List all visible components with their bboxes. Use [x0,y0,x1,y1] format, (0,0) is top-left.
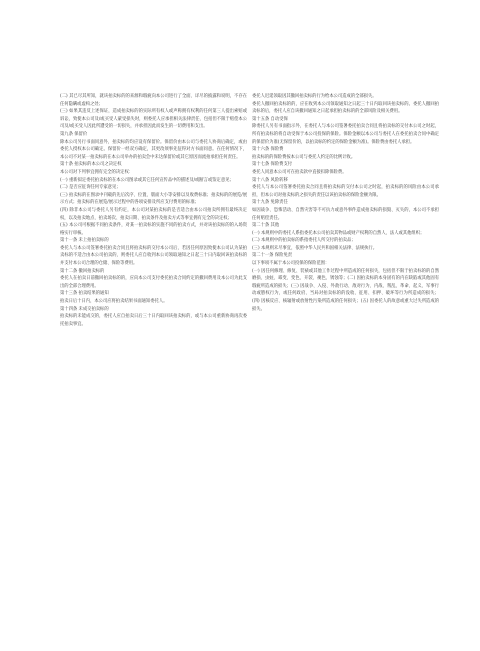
paragraph: (三) 拍卖标的在图录中刊载的先后次序、位置、版面大小等安排以及收费标准；拍卖标的的展览/展示方式；拍卖标的在展览/展示过程中的各项安排及所应支付费用的标准； [60,192,247,206]
paragraph: (一) 本规则中的委托人系指委托本公司拍卖其物品或财产权利的自然人、法人或其他组织； [252,230,425,236]
paragraph: 除本公司另行书面同意外，拍卖标的均应设有保留价。保留价由本公司与委托人协商后确定，或由委托人授权本公司确定。保留价一经双方确定，其更改须事先征得对方书面同意。在任何情况下，本公司不对某一拍卖标的在本公司举办的拍卖会中未达保留价或其它原因而流拍承担任何责任。 [60,139,247,160]
paragraph: (三) 本规则未尽事宜，依照中华人民共和国相关法律、法规执行。 [252,245,378,251]
paragraph: 委托人与本公司签署委托拍卖合同且将拍卖标的交付本公司后，若因任何原因致使本公司认为某拍卖标的不适合由本公司拍卖的，则委托人应自收到本公司领取通知之日起三十日内取回该拍卖标的并支付本公司合理的仓储、保险等费用。 [60,245,247,267]
paragraph: (二) 本规则中的拍卖标的系指委托人所交付的拍卖品； [252,238,356,244]
paragraph: (三) 如果其违反上述保证，造成拍卖标的的实际所有权人或声称拥有权利的任何第三人提出索赔或诉讼，致使本公司及/或买受人蒙受损失时，则委托人应承担相关法律责任，包括但不限于赔偿本公司及/或买受人因此所遭受的一切损失，并承担因此而发生的一切费用和支出。 [60,109,247,130]
paragraph: (四) 除非本公司与委托人另有约定，本公司对某拍卖标的是否适合由本公司拍卖所拥有最终决定权，以及拍卖地点、拍卖场次、拍卖日期、拍卖条件及拍卖方式等事宜拥有完全的决定权； [60,207,247,221]
paragraph: 如因战争、恐怖活动、自然灾害等不可抗力或意外事件造成拍卖标的损毁、灭失的，本公司不承担任何赔偿责任。 [252,207,439,221]
section-heading: 第十四条 未成交拍卖标的 [60,306,109,312]
paragraph: (二) 是否应征询任何专家意见； [60,185,121,191]
paragraph: 拍卖日后十日内，本公司应将拍卖结果书面通知委托人。 [60,299,168,305]
paragraph: (一) 因任何修理、修复、装裱或其他工作过程中所造成的任何损失，包括但不限于拍卖标的的自然磨损、虫蛀、霉变、变色、开裂、褪色、锈蚀等；(二) 因拍卖标的本身固有的内在缺陷或其他固有瑕疵所造成的损失；(三) 因战争、入侵、外敌行动、敌对行为、内战、叛乱、革命、起义、军事行动或篡权行为，或任何政府、当局对拍卖标的的没收、征用、扣押、破坏等行为所造成的损失；(四) 因核反应、核辐射或放射性污染所造成的任何损失；(五) 因委托人的故意或重大过失所造成的损失。 [252,268,439,312]
section-heading: 第二十一条 保险免责 [252,253,293,259]
paragraph: (五) 本公司可根据不同拍卖条件，对某一拍卖标的实施不同的拍卖方式，并对该拍卖标的的入场资格实行审核。 [60,223,247,236]
paragraph: 委托人迟延领取因其撤回拍卖标的行为给本公司造成的全部损失。 [252,94,377,99]
paragraph: 以下事项不属于本公司投保的保险范围： [252,261,330,267]
section-heading: 第十八条 风险转移 [252,177,288,183]
section-heading: 第十七条 保险费支付 [252,162,293,168]
paragraph: 除委托人另有书面指示外，在委托人与本公司签署委托拍卖合同且将拍卖标的交付本公司之时起，所有拍卖标的将自动受保于本公司投保的保险。保险金额以本公司与委托人在委托拍卖合同中确定的保留价为准(无保留价的，以拍卖标的约定的保险金额为准)。保险费由委托人承担。 [252,124,439,145]
paragraph: 拍卖标的未能成交的，委托人应自拍卖日后三十日内取回该拍卖标的，或与本公司重新协商再次委托拍卖事宜。 [60,314,247,327]
paragraph: 本公司对下列事宜拥有完全的决定权： [60,169,134,175]
section-heading: 第二十条 其他 [252,223,280,229]
paragraph: 委托人在拍卖日前撤回拍卖标的的，应向本公司支付委托拍卖合同约定的撤回费用及本公司为此支出的全部合理费用。 [60,276,247,289]
section-heading: 第十五条 自动受保 [252,116,288,122]
section-heading: 第十三条 拍卖结果的通知 [60,291,109,297]
section-heading: 第十二条 撤回拍卖标的 [60,268,105,274]
right-text-column [252,93,439,603]
paragraph: (一) 重新拟定委托拍卖标的在本公司图录或其它任何宣传品中的描述及/或断言或鉴定意见； [60,177,234,183]
section-heading: 第十九条 免除责任 [252,200,288,206]
paragraph: 委托人与本公司签署委托拍卖合同且将拍卖标的交付本公司之时起，拍卖标的的风险由本公司承担，但本公司对拍卖标的之损失的责任以该拍卖标的保险金额为限。 [252,185,439,198]
left-text-column [60,93,247,603]
paragraph: 委托人同意本公司可在拍卖款中直接扣除保险费。 [252,169,347,175]
paragraph: 拍卖标的的保险费按本公司与委托人约定的比例计收。 [252,154,356,160]
section-heading: 第九条 保留价 [60,131,88,137]
section-heading: 第十六条 保险费 [252,147,284,153]
section-heading: 第十条 拍卖标的本公司之决定权 [60,162,122,168]
paragraph: (二) 其已尽其所知，就该拍卖标的的来源和瑕疵向本公司进行了全面、详尽的披露和说明，不存在任何隐瞒或虚构之处； [60,94,247,107]
section-heading: 第十一条 未上拍拍卖标的 [60,238,109,244]
paragraph: 委托人撤回拍卖标的的，应在收到本公司领取通知之日起三十日内取回该拍卖标的。委托人撤回拍卖标的后，委托人应自该撤回通知之日起承担拍卖标的的全部风险及相关费用。 [252,101,439,115]
